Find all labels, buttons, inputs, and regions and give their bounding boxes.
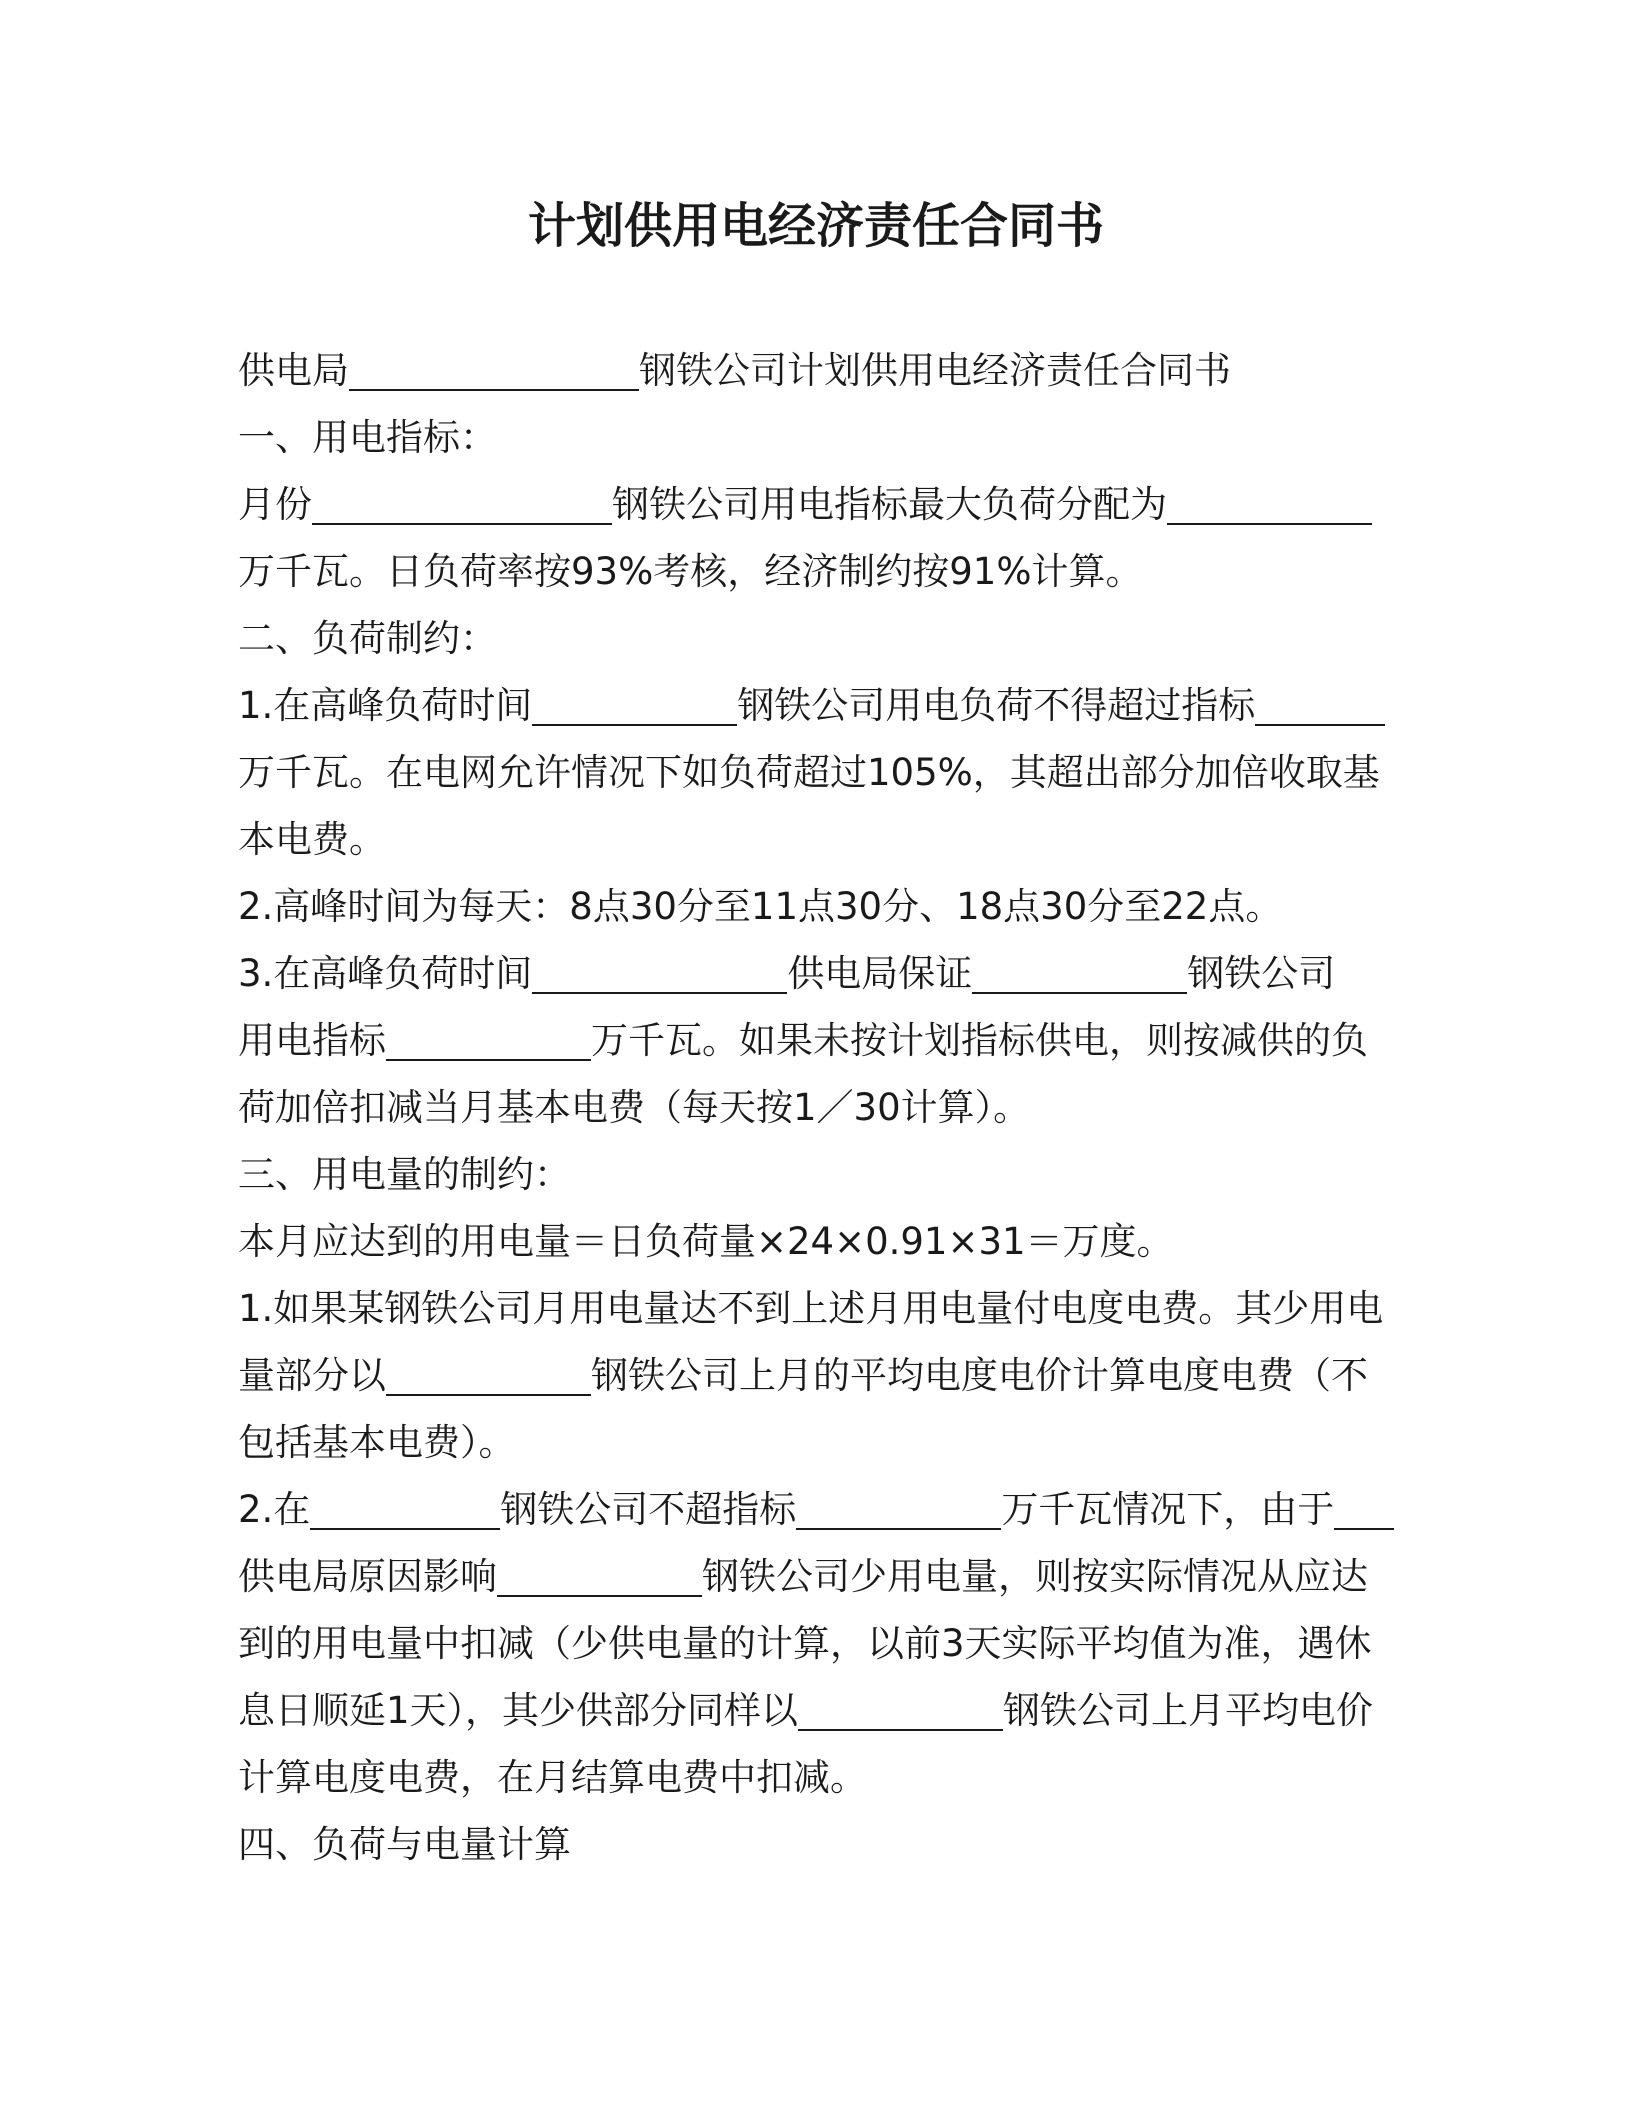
blank-field bbox=[532, 689, 737, 726]
paragraph-line: 用电指标 万千瓦。如果未按计划指标供电，则按减供的负 bbox=[238, 1019, 1368, 1062]
paragraph-line: 本电费。 bbox=[238, 818, 386, 861]
paragraph-line: 2.在 钢铁公司不超指标 万千瓦情况下，由于 bbox=[238, 1476, 1398, 1543]
blank-field bbox=[796, 1493, 1001, 1530]
blank-field bbox=[532, 957, 787, 994]
blank-field bbox=[386, 1359, 591, 1396]
document-body bbox=[238, 337, 1398, 1878]
blank-field bbox=[497, 1560, 702, 1597]
blank-field bbox=[349, 354, 639, 391]
blank-field bbox=[312, 488, 612, 525]
section-heading-3: 三、用电量的制约： bbox=[238, 1153, 571, 1196]
blank-field bbox=[1255, 689, 1385, 726]
paragraph-line: 月份 钢铁公司用电指标最大负荷分配为 bbox=[238, 471, 1398, 538]
paragraph-line: 本月应达到的用电量＝日负荷量×24×0.91×31＝万度。 bbox=[238, 1220, 1174, 1263]
paragraph-line: 供电局原因影响 钢铁公司少用电量，则按实际情况从应达 bbox=[238, 1555, 1368, 1598]
paragraph-line: 1.在高峰负荷时间 钢铁公司用电负荷不得超过指标 bbox=[238, 672, 1398, 739]
paragraph-line: 量部分以 钢铁公司上月的平均电度电价计算电度电费（不 bbox=[238, 1354, 1368, 1397]
paragraph-line: 计算电度电费，在月结算电费中扣减。 bbox=[238, 1756, 867, 1799]
blank-field bbox=[798, 1694, 1003, 1731]
paragraph-line: 荷加倍扣减当月基本电费（每天按1／30计算）。 bbox=[238, 1086, 1031, 1129]
document-title: 计划供用电经济责任合同书 bbox=[527, 198, 1104, 254]
blank-field bbox=[1334, 1493, 1394, 1530]
blank-field bbox=[386, 1024, 591, 1061]
section-heading-1: 一、用电指标： bbox=[238, 416, 497, 459]
paragraph-line: 息日顺延1天），其少供部分同样以 钢铁公司上月平均电价 bbox=[238, 1689, 1374, 1732]
intro-line: 供电局 钢铁公司计划供用电经济责任合同书 bbox=[238, 349, 1231, 392]
section-heading-4: 四、负荷与电量计算 bbox=[238, 1823, 571, 1866]
blank-field bbox=[1167, 488, 1372, 525]
section-heading-2: 二、负荷制约： bbox=[238, 617, 497, 660]
paragraph-line: 3.在高峰负荷时间 供电局保证 钢铁公司 bbox=[238, 952, 1336, 995]
paragraph-line: 万千瓦。在电网允许情况下如负荷超过105%，其超出部分加倍收取基 bbox=[238, 751, 1380, 794]
paragraph-line: 万千瓦。日负荷率按93%考核，经济制约按91%计算。 bbox=[238, 550, 1143, 593]
paragraph-line: 到的用电量中扣减（少供电量的计算，以前3天实际平均值为准，遇休 bbox=[238, 1622, 1372, 1665]
paragraph-line: 1.如果某钢铁公司月用电量达不到上述月用电量付电度电费。其少用电 bbox=[238, 1287, 1384, 1330]
paragraph-line: 包括基本电费）。 bbox=[238, 1421, 516, 1464]
paragraph-line: 2.高峰时间为每天：8点30分至11点30分、18点30分至22点。 bbox=[238, 885, 1283, 928]
blank-field bbox=[310, 1493, 500, 1530]
blank-field bbox=[972, 957, 1187, 994]
